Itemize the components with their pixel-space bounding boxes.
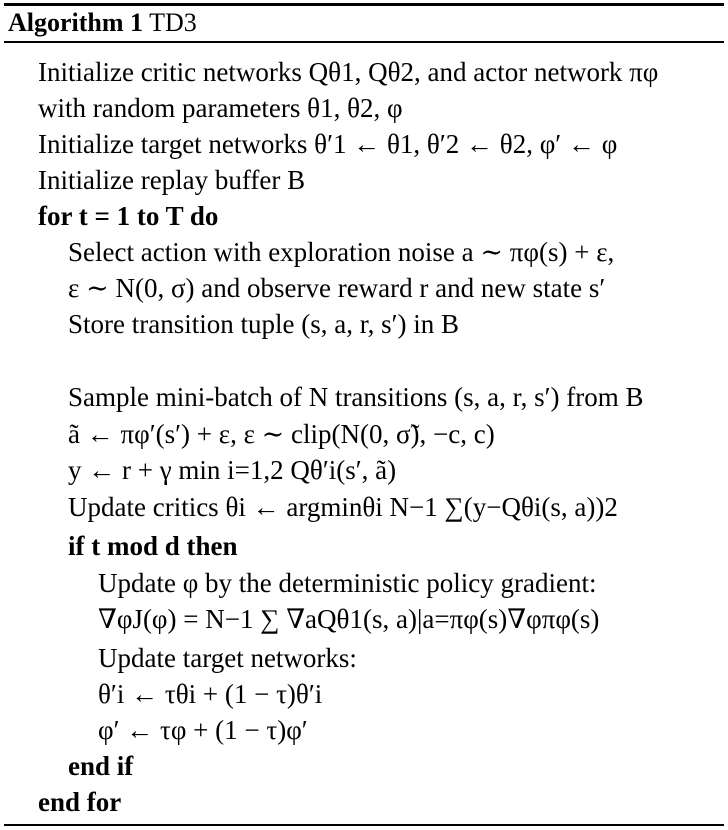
algo-line-18: φ′ ← τφ + (1 − τ)φ′: [98, 715, 308, 745]
algo-line-10: ã ← πφ′(s′) + ε, ε ∼ clip(N(0, σ̃), −c, c): [68, 419, 495, 449]
algorithm-name: TD3: [149, 8, 197, 37]
algo-line-14: Update φ by the deterministic policy gradient:: [98, 568, 597, 598]
algo-line-3: Initialize target networks θ′1 ← θ1, θ′2 ← θ2, φ′ ← φ: [38, 129, 618, 159]
bottom-rule: [4, 824, 724, 826]
algorithm-label: Algorithm 1: [8, 8, 144, 37]
algo-line-6: Select action with exploration noise a ∼ πφ(s) + ε,: [68, 237, 615, 267]
algo-line-for: for t = 1 to T do: [38, 201, 219, 231]
algo-line-15: ∇φJ(φ) = N−1 ∑ ∇aQθ1(s, a)|a=πφ(s)∇φπφ(s): [98, 604, 600, 634]
algo-line-17: θ′i ← τθi + (1 − τ)θ′i: [98, 679, 323, 709]
algo-line-12: Update critics θi ← argminθi N−1 ∑(y−Qθi(s, a))2: [68, 492, 618, 522]
algo-line-end-if: end if: [68, 751, 134, 781]
algo-line-9: Sample mini-batch of N transitions (s, a, r, s′) from B: [68, 382, 644, 412]
algo-line-2: with random parameters θ1, θ2, φ: [38, 93, 403, 123]
algo-line-8: Store transition tuple (s, a, r, s′) in B: [68, 309, 460, 339]
algo-line-end-for: end for: [38, 787, 122, 817]
algo-line-11: y ← r + γ min i=1,2 Qθ′i(s′, ã): [68, 455, 397, 485]
algorithm-caption: [8, 7, 197, 39]
top-rule: [4, 3, 724, 6]
algo-line-if: if t mod d then: [68, 531, 238, 561]
algo-line-4: Initialize replay buffer B: [38, 165, 306, 195]
algo-line-1: Initialize critic networks Qθ1, Qθ2, and actor network πφ: [38, 57, 659, 87]
caption-rule: [4, 41, 724, 43]
algo-line-16: Update target networks:: [98, 643, 357, 673]
algo-line-7: ε ∼ N(0, σ) and observe reward r and new state s′: [68, 273, 606, 303]
